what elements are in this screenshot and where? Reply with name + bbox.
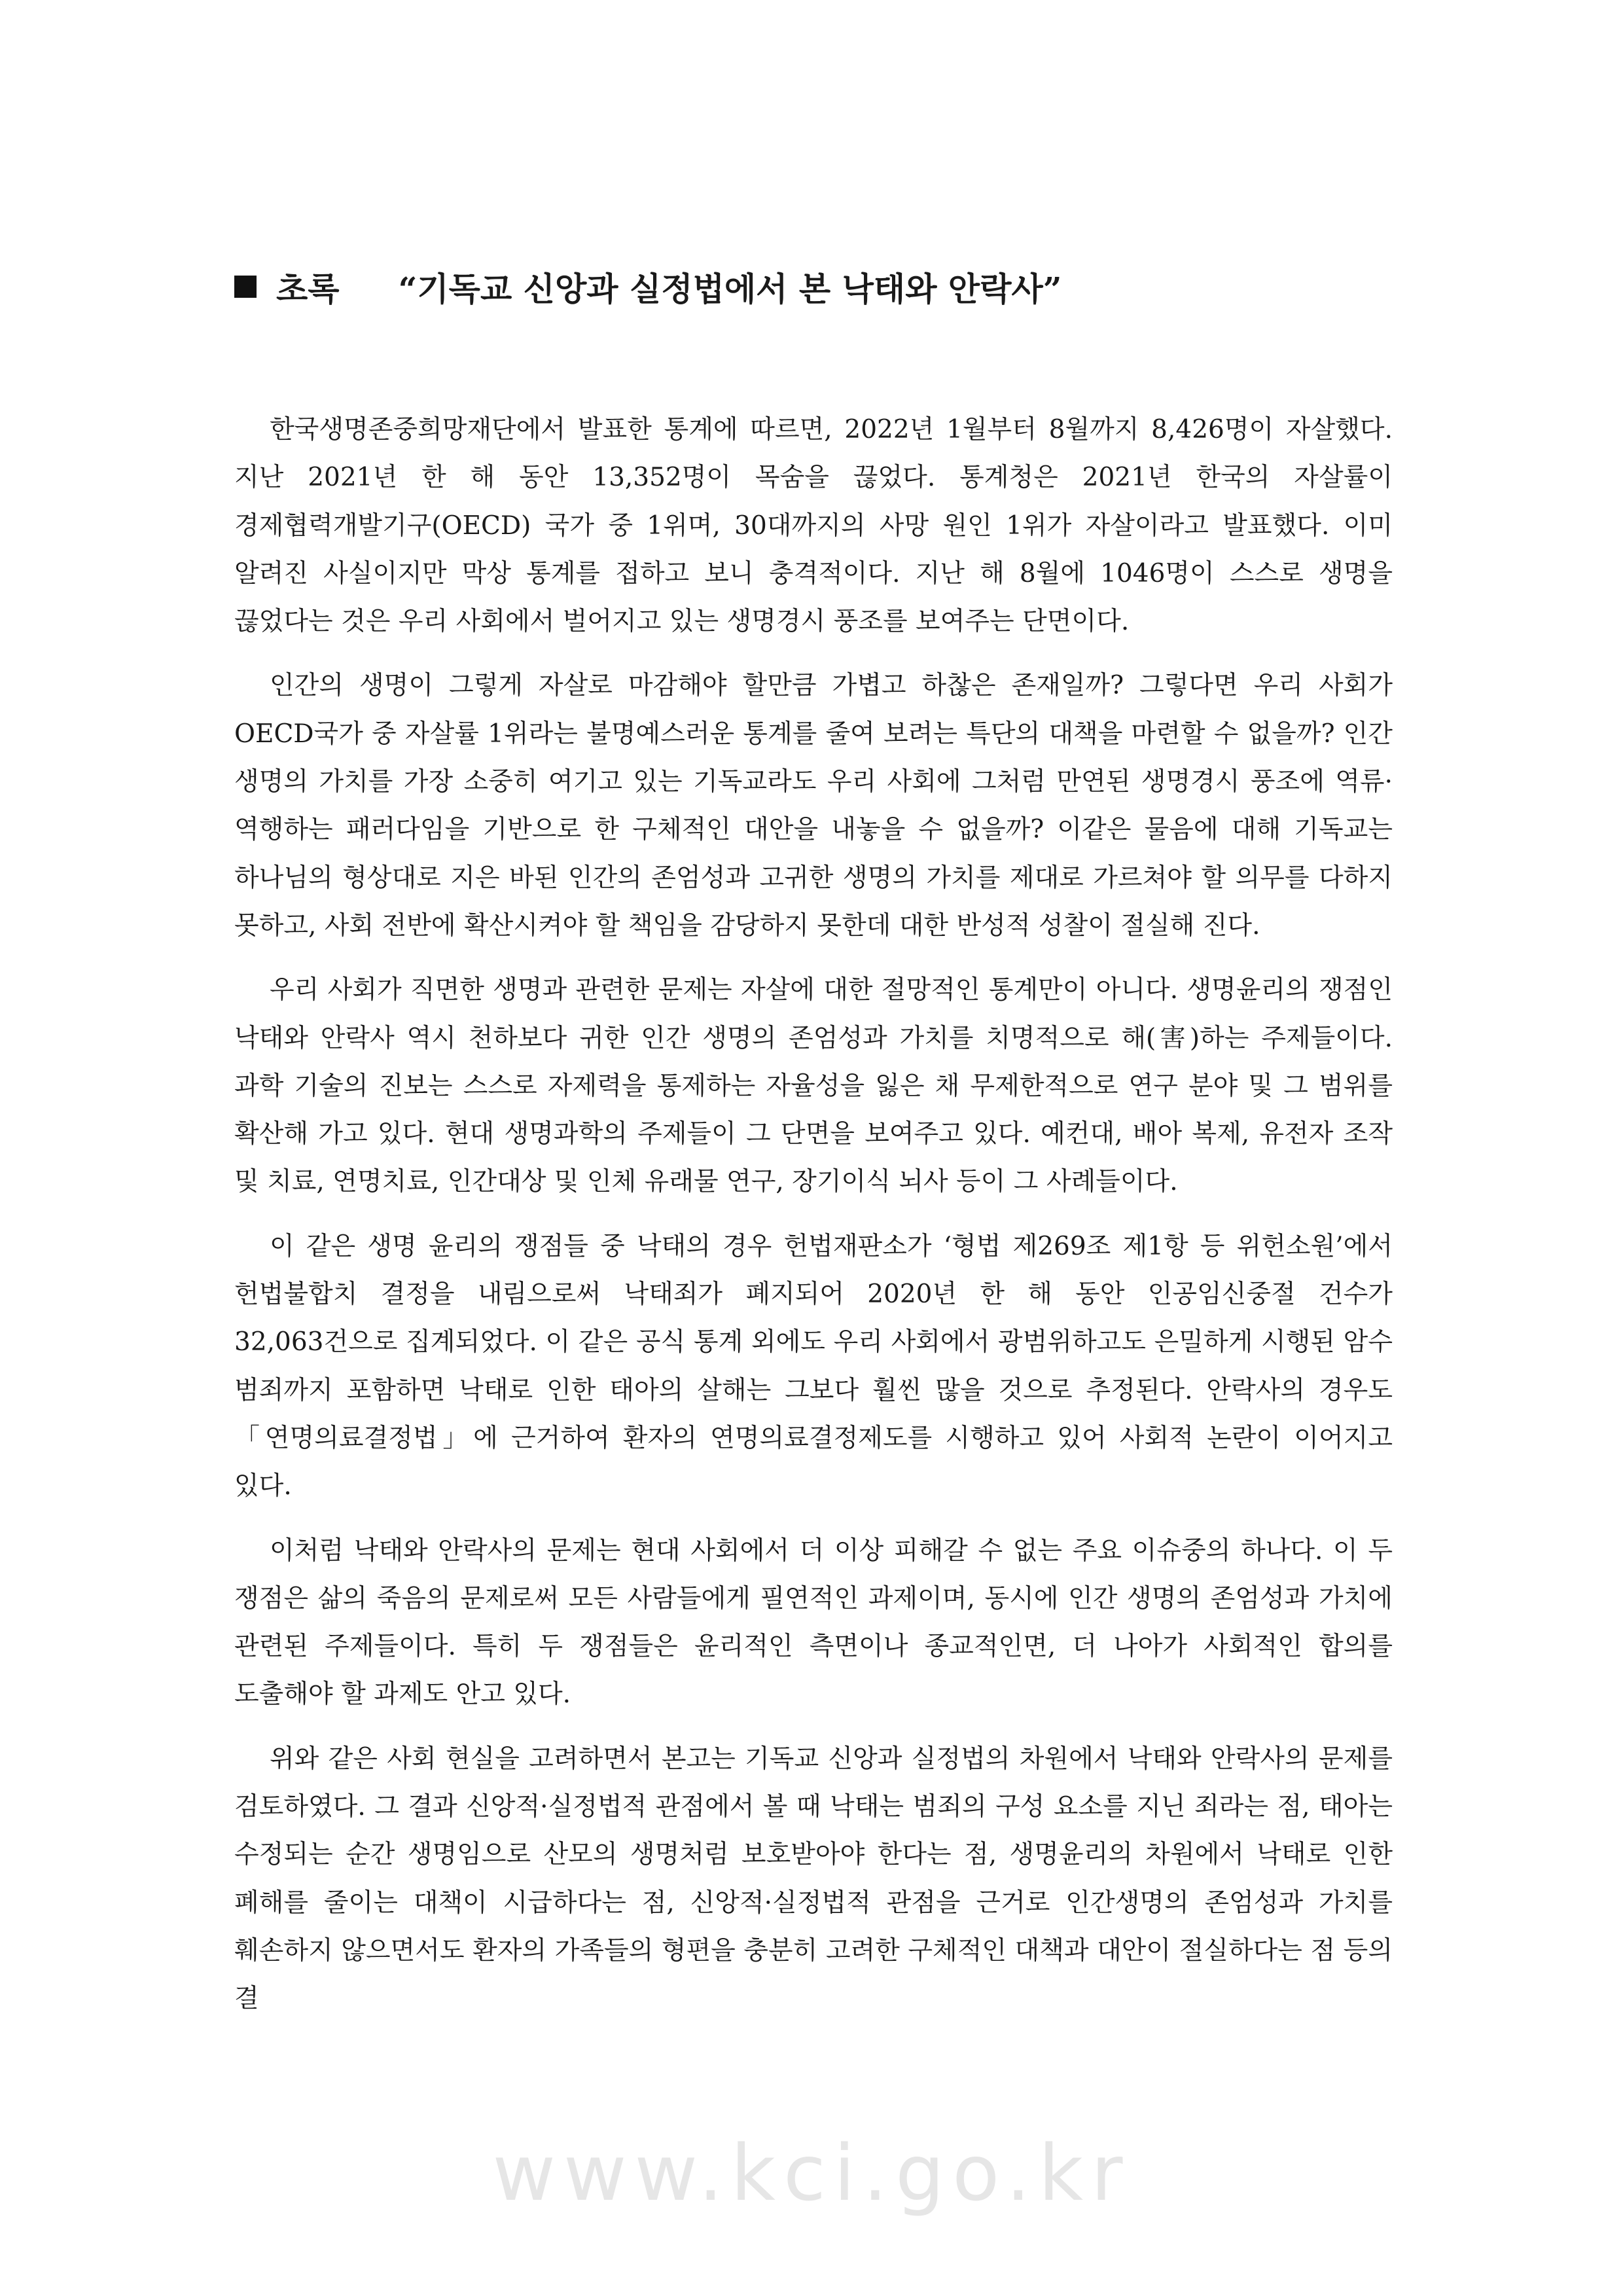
abstract-heading xyxy=(234,260,1412,313)
paragraph-4: 이 같은 생명 윤리의 쟁점들 중 낙태의 경우 헌법재판소가 ‘형법 제269조 제1항 등 위헌소원’에서 헌법불합치 결정을 내림으로써 낙태죄가 폐지되어 2020년 한 해 동안 인공임신중절 건수가 32,063건으로 집계되었다. 이 같은 공식 통계 외에도 우리 사회에서 광범위하고도 은밀하게 시행된 암수 범죄까지 포함하면 낙태로 인한 태아의 살해는 그보다 훨씬 많을 것으로 추정된다. 안락사의 경우도 「연명의료결정법」에 근거하여 환자의 연명의료결정제도를 시행하고 있어 사회적 논란이 이어지고 있다. xyxy=(234,1231,1393,1501)
abstract-title: “기독교 신앙과 실정법에서 본 낙태와 안락사” xyxy=(398,270,1062,308)
paragraph-1: 한국생명존중희망재단에서 발표한 통계에 따르면, 2022년 1월부터 8월까지 8,426명이 자살했다. 지난 2021년 한 해 동안 13,352명이 목숨을 끊었다. 통계청은 2021년 한국의 자살률이 경제협력개발기구(OECD) 국가 중 1위며, 30대까지의 사망 원인 1위가 자살이라고 발표했다. 이미 알려진 사실이지만 막상 통계를 접하고 보니 충격적이다. 지난 해 8월에 1046명이 스스로 생명을 끊었다는 것은 우리 사회에서 벌어지고 있는 생명경시 풍조를 보여주는 단면이다. xyxy=(234,415,1393,637)
watermark: www.kci.go.kr xyxy=(492,2128,1131,2218)
paragraph-2: 인간의 생명이 그렇게 자살로 마감해야 할만큼 가볍고 하찮은 존재일까? 그렇다면 우리 사회가 OECD국가 중 자살률 1위라는 불명예스러운 통계를 줄여 보려는 특단의 대책을 마련할 수 없을까? 인간 생명의 가치를 가장 소중히 여기고 있는 기독교라도 우리 사회에 그처럼 만연된 생명경시 풍조에 역류·역행하는 패러다임을 기반으로 한 구체적인 대안을 내놓을 수 없을까? 이같은 물음에 대해 기독교는 하나님의 형상대로 지은 바된 인간의 존엄성과 고귀한 생명의 가치를 제대로 가르쳐야 할 의무를 다하지 못하고, 사회 전반에 확산시켜야 할 책임을 감당하지 못한데 대한 반성적 성찰이 절실해 진다. xyxy=(234,671,1393,941)
paragraph-5: 이처럼 낙태와 안락사의 문제는 현대 사회에서 더 이상 피해갈 수 없는 주요 이슈중의 하나다. 이 두 쟁점은 삶의 죽음의 문제로써 모든 사람들에게 필연적인 과제이며, 동시에 인간 생명의 존엄성과 가치에 관련된 주제들이다. 특히 두 쟁점들은 윤리적인 측면이나 종교적인면, 더 나아가 사회적인 합의를 도출해야 할 과제도 안고 있다. xyxy=(234,1535,1393,1710)
black-square-icon xyxy=(234,276,257,298)
paragraph-6: 위와 같은 사회 현실을 고려하면서 본고는 기독교 신앙과 실정법의 차원에서 낙태와 안락사의 문제를 검토하였다. 그 결과 신앙적·실정법적 관점에서 볼 때 낙태는 범죄의 구성 요소를 지닌 죄라는 점, 태아는 수정되는 순간 생명임으로 산모의 생명처럼 보호받아야 한다는 점, 생명윤리의 차원에서 낙태로 인한 폐해를 줄이는 대책이 시급하다는 점, 신앙적·실정법적 관점을 근거로 인간생명의 존엄성과 가치를 훼손하지 않으면서도 환자의 가족들의 형편을 충분히 고려한 구체적인 대책과 대안이 절실하다는 점 등의 결 xyxy=(234,1744,1393,2014)
paragraph-3: 우리 사회가 직면한 생명과 관련한 문제는 자살에 대한 절망적인 통계만이 아니다. 생명윤리의 쟁점인 낙태와 안락사 역시 천하보다 귀한 인간 생명의 존엄성과 가치를 치명적으로 해(害)하는 주제들이다. 과학 기술의 진보는 스스로 자제력을 통제하는 자율성을 잃은 채 무제한적으로 연구 분야 및 그 범위를 확산해 가고 있다. 현대 생명과학의 주제들이 그 단면을 보여주고 있다. 예컨대, 배아 복제, 유전자 조작 및 치료, 연명치료, 인간대상 및 인체 유래물 연구, 장기이식 뇌사 등이 그 사례들이다. xyxy=(234,975,1393,1197)
abstract-body xyxy=(234,406,1393,2039)
abstract-label: 초록 xyxy=(276,270,340,308)
